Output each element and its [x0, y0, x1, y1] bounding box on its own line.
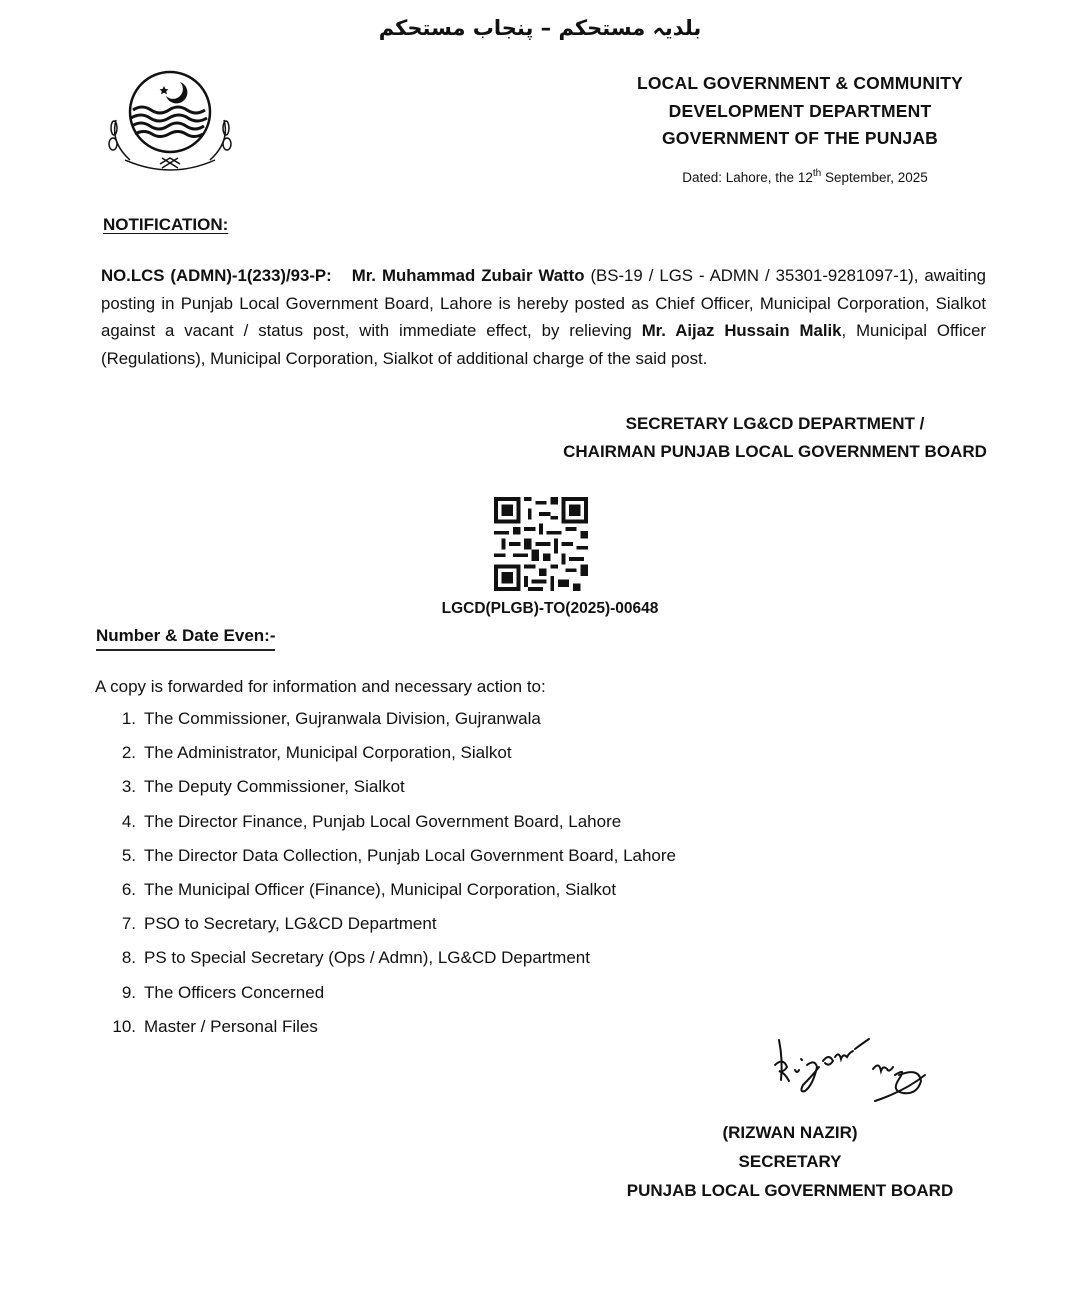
- dated-line: Dated: Lahore, the 12th September, 2025: [682, 168, 928, 185]
- list-item: 3. The Deputy Commissioner, Sialkot: [121, 777, 405, 797]
- punjab-emblem-icon: [100, 68, 240, 178]
- signatory-designation: SECRETARY: [738, 1152, 842, 1171]
- list-item: 10. Master / Personal Files: [112, 1016, 318, 1036]
- list-item: 9. The Officers Concerned: [121, 982, 325, 1002]
- relieved-officer-name: Mr. Aijaz Hussain Malik: [641, 321, 842, 340]
- department-line: DEVELOPMENT DEPARTMENT: [668, 100, 932, 121]
- officer-name: Mr. Muhammad Zubair Watto: [351, 266, 585, 285]
- signatory-organization: PUNJAB LOCAL GOVERNMENT BOARD: [626, 1181, 954, 1200]
- relieved-details: , Municipal Officer (Regulations), Municipal Corporation, Sialkot of additional charge of the said post.: [101, 321, 986, 368]
- officer-details: (BS-19 / LGS - ADMN / 35301-9281097-1), awaiting posting in Punjab Local Government Board, Lahore is hereby posted as Chief Officer, Municipal Corporation, Sialkot against a vacant / status post, with immediate effect, by relieving: [101, 266, 987, 340]
- list-item: 5. The Director Data Collection, Punjab Local Government Board, Lahore: [121, 845, 677, 865]
- list-item: 2. The Administrator, Municipal Corporation, Sialkot: [121, 743, 512, 763]
- department-line: LOCAL GOVERNMENT & COMMUNITY: [636, 73, 964, 93]
- list-item: 1. The Commissioner, Gujranwala Division, Gujranwala: [121, 709, 541, 728]
- copy-forward-intro: A copy is forwarded for information and necessary action to:: [95, 677, 546, 696]
- list-item: 8. PS to Special Secretary (Ops / Admn), LG&CD Department: [121, 948, 590, 968]
- notification-body: [101, 262, 986, 372]
- qr-code-icon[interactable]: [494, 497, 588, 591]
- urdu-motto: بلدیہ مستحکم – پنجاب مستحکم: [378, 16, 702, 40]
- department-line: GOVERNMENT OF THE PUNJAB: [661, 128, 939, 148]
- recipient-list: [100, 706, 676, 1048]
- signature-icon: [765, 1035, 935, 1125]
- issuing-authority: SECRETARY LG&CD DEPARTMENT / CHAIRMAN PUNJAB LOCAL GOVERNMENT BOARD: [563, 414, 987, 461]
- number-date-even-heading: Number & Date Even:-: [96, 626, 275, 651]
- notification-number: NO.LCS (ADMN)-1(233)/93-P:: [101, 266, 332, 285]
- signatory-block: [610, 1118, 970, 1205]
- signatory-name: (RIZWAN NAZIR): [722, 1123, 858, 1142]
- list-item: 6. The Municipal Officer (Finance), Municipal Corporation, Sialkot: [121, 879, 617, 899]
- notification-title: NOTIFICATION:: [103, 215, 229, 234]
- list-item: 7. PSO to Secretary, LG&CD Department: [121, 914, 437, 934]
- list-item: 4. The Director Finance, Punjab Local Government Board, Lahore: [121, 811, 622, 831]
- department-header: [615, 70, 985, 153]
- document-reference-code: LGCD(PLGB)-TO(2025)-00648: [441, 600, 659, 617]
